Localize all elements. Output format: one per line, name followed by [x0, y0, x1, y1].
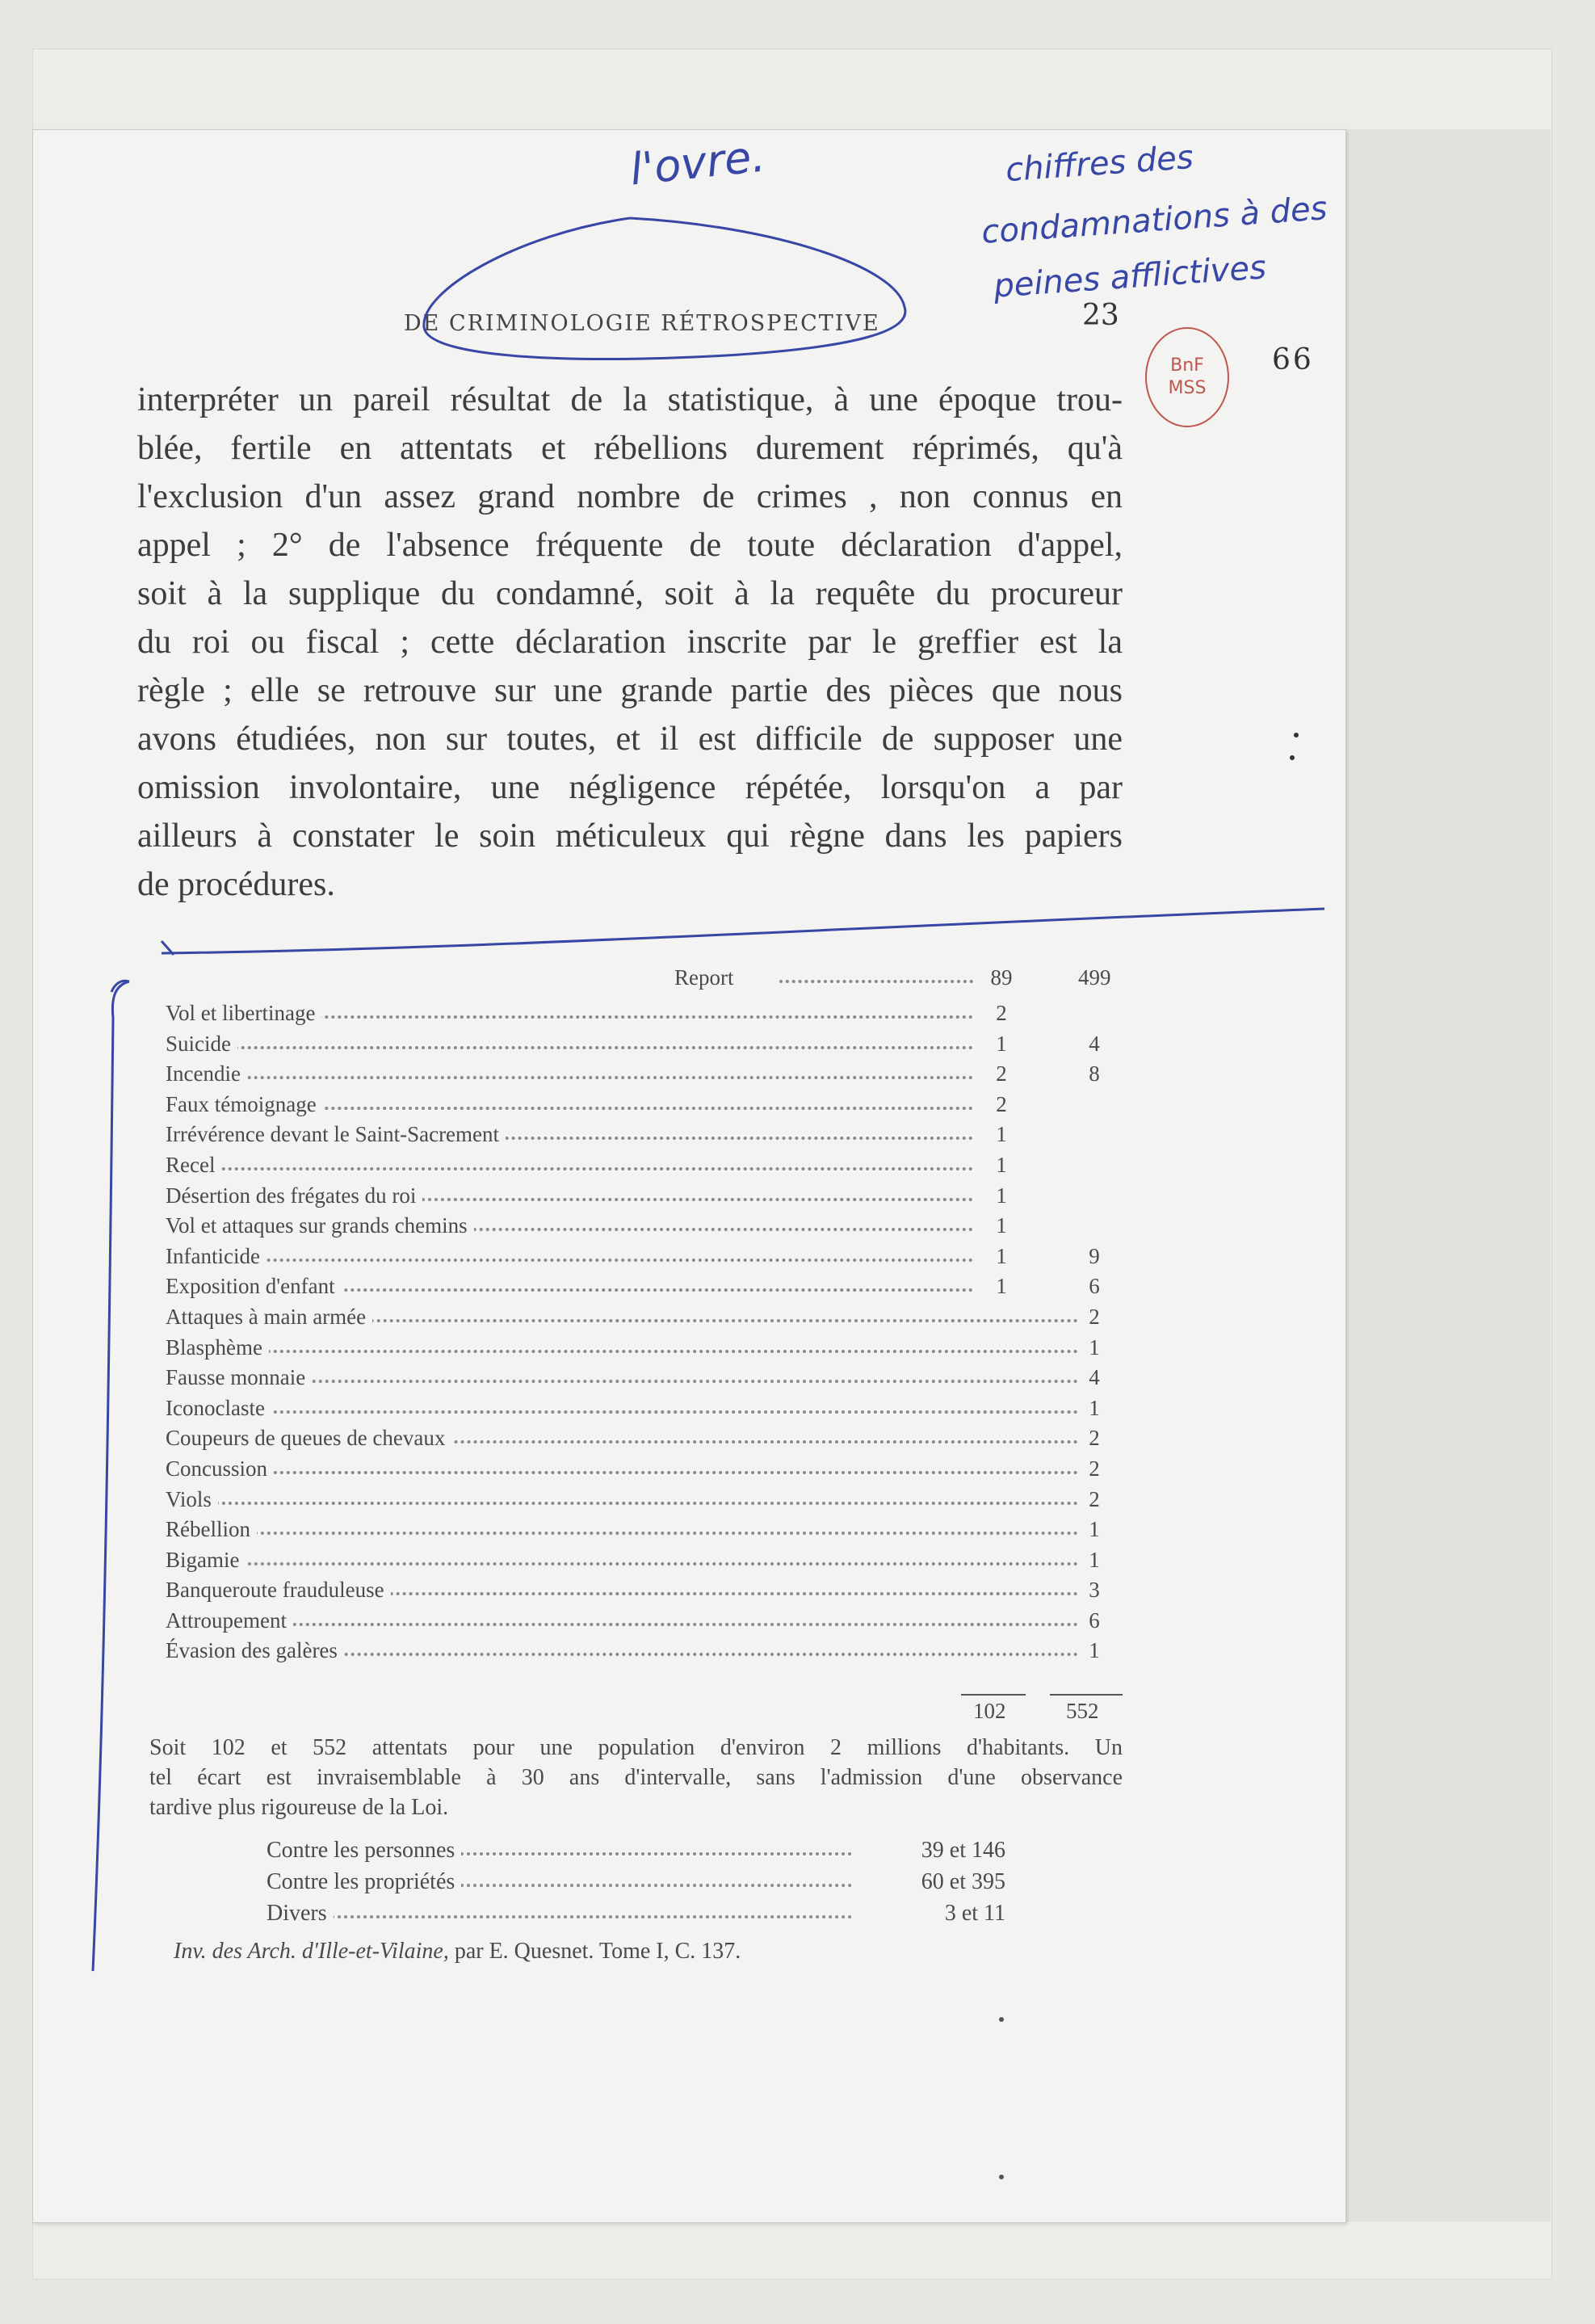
text-line: blée, fertile en attentats et rébellions durement réprimés, qu'à: [137, 430, 1123, 467]
col2-value: 4: [1078, 1365, 1110, 1390]
ink-speck: [999, 2175, 1004, 2179]
col2-value: 1: [1078, 1638, 1110, 1663]
col2-value: 8: [1078, 1061, 1110, 1086]
row-label: Irrévérence devant le Saint-Sacrement: [166, 1122, 506, 1146]
ink-speck: [1290, 755, 1295, 760]
folio-number: 66: [1272, 343, 1314, 376]
stamp-line: MSS: [1168, 378, 1207, 398]
handwritten-note: peines afflictives: [992, 249, 1268, 305]
ink-speck: [1294, 733, 1299, 738]
note-line: tardive plus rigoureuse de la Loi.: [149, 1795, 449, 1820]
handwritten-note: l'ovre.: [628, 130, 768, 195]
row-label: Coupeurs de queues de chevaux: [166, 1426, 451, 1450]
col1-value: 2: [985, 1061, 1018, 1086]
handwritten-note: chiffres des: [1004, 138, 1195, 190]
row-label: Incendie: [166, 1061, 247, 1086]
text-line: de procédures.: [137, 866, 335, 903]
text-line: avons étudiées, non sur toutes, et il est difficile de supposer une: [137, 721, 1123, 758]
row-label: Vol et attaques sur grands chemins: [166, 1213, 474, 1238]
text-line: appel ; 2° de l'absence fréquente de toute déclaration d'appel,: [137, 527, 1123, 564]
col1-value: 1: [985, 1244, 1018, 1269]
col1-value: 2: [985, 1001, 1018, 1026]
ink-speck: [999, 2017, 1004, 2022]
row-label: Iconoclaste: [166, 1396, 271, 1420]
col2-value: 6: [1078, 1274, 1110, 1299]
row-label: Banqueroute frauduleuse: [166, 1578, 391, 1602]
note-line: tel écart est invraisemblable à 30 ans d'intervalle, sans l'admission d'une observance: [149, 1765, 1123, 1790]
row-label: Attaques à main armée: [166, 1305, 372, 1329]
source-title: Inv. des Arch. d'Ille-et-Vilaine,: [174, 1939, 449, 1964]
text-line: interpréter un pareil résultat de la statistique, à une époque trou-: [137, 381, 1123, 418]
text-line: l'exclusion d'un assez grand nombre de crimes , non connus en: [137, 478, 1123, 515]
col2-value: 4: [1078, 1032, 1110, 1057]
col2-value: 2: [1078, 1456, 1110, 1481]
col2-value: 9: [1078, 1244, 1110, 1269]
note-line: Soit 102 et 552 attentats pour une population d'environ 2 millions d'habitants. Un: [149, 1735, 1123, 1760]
summary-label: Divers: [267, 1901, 334, 1927]
row-label: Recel: [166, 1153, 221, 1177]
col2-value: 6: [1078, 1608, 1110, 1633]
source-details: par E. Quesnet. Tome I, C. 137.: [448, 1939, 741, 1964]
pen-margin-bracket: [93, 981, 129, 1971]
total-col2: 552: [1066, 1699, 1099, 1723]
row-label: Concussion: [166, 1456, 274, 1481]
page-number: 23: [1082, 299, 1119, 332]
summary-value: 3 et 11: [944, 1901, 1005, 1926]
summary-value: 60 et 395: [921, 1869, 1005, 1894]
col1-value: 1: [985, 1274, 1018, 1299]
col1-value: 1: [985, 1213, 1018, 1238]
row-label: Blasphème: [166, 1335, 269, 1360]
row-label: Attroupement: [166, 1608, 293, 1633]
handwritten-note: condamnations à des: [980, 190, 1328, 251]
col1-value: 1: [985, 1122, 1018, 1147]
col2-value: 1: [1078, 1548, 1110, 1573]
col2-value: 2: [1078, 1305, 1110, 1330]
col1-value: 1: [985, 1183, 1018, 1208]
pen-underline: [162, 909, 1324, 953]
pen-ellipse: [424, 218, 905, 359]
text-line: soit à la supplique du condamné, soit à la requête du procureur: [137, 575, 1123, 612]
col1-value: 2: [985, 1092, 1018, 1117]
col1-value: 89: [985, 965, 1018, 990]
row-label: Rébellion: [166, 1517, 257, 1541]
col2-value: 3: [1078, 1578, 1110, 1603]
col2-value: 1: [1078, 1335, 1110, 1360]
row-label: Suicide: [166, 1032, 237, 1056]
summary-label: Contre les personnes: [267, 1838, 461, 1864]
row-label: Infanticide: [166, 1244, 267, 1268]
row-label: Exposition d'enfant: [166, 1274, 342, 1298]
text-line: règle ; elle se retrouve sur une grande partie des pièces que nous: [137, 672, 1123, 709]
stamp-line: BnF: [1170, 355, 1204, 376]
col2-value: 2: [1078, 1487, 1110, 1512]
running-head: DE CRIMINOLOGIE RÉTROSPECTIVE: [404, 311, 880, 336]
col2-value: 1: [1078, 1517, 1110, 1542]
row-label: Évasion des galères: [166, 1638, 344, 1662]
text-line: ailleurs à constater le soin méticuleux qui règne dans les papiers: [137, 817, 1123, 855]
col2-value: 2: [1078, 1426, 1110, 1451]
total-col1: 102: [973, 1699, 1006, 1723]
col2-value: 499: [1078, 965, 1111, 990]
row-label: Viols: [166, 1487, 218, 1511]
col2-value: 1: [1078, 1396, 1110, 1421]
row-label: Fausse monnaie: [166, 1365, 312, 1389]
text-line: omission involontaire, une négligence répétée, lorsqu'on a par: [137, 769, 1123, 806]
summary-label: Contre les propriétés: [267, 1869, 461, 1895]
row-label: Report: [674, 965, 741, 990]
col1-value: 1: [985, 1032, 1018, 1057]
row-label: Bigamie: [166, 1548, 246, 1572]
text-line: du roi ou fiscal ; cette déclaration inscrite par le greffier est la: [137, 624, 1123, 661]
summary-value: 39 et 146: [921, 1838, 1005, 1863]
row-label: Vol et libertinage: [166, 1001, 321, 1025]
col1-value: 1: [985, 1153, 1018, 1178]
row-label: Faux témoignage: [166, 1092, 323, 1116]
row-label: Désertion des frégates du roi: [166, 1183, 422, 1208]
